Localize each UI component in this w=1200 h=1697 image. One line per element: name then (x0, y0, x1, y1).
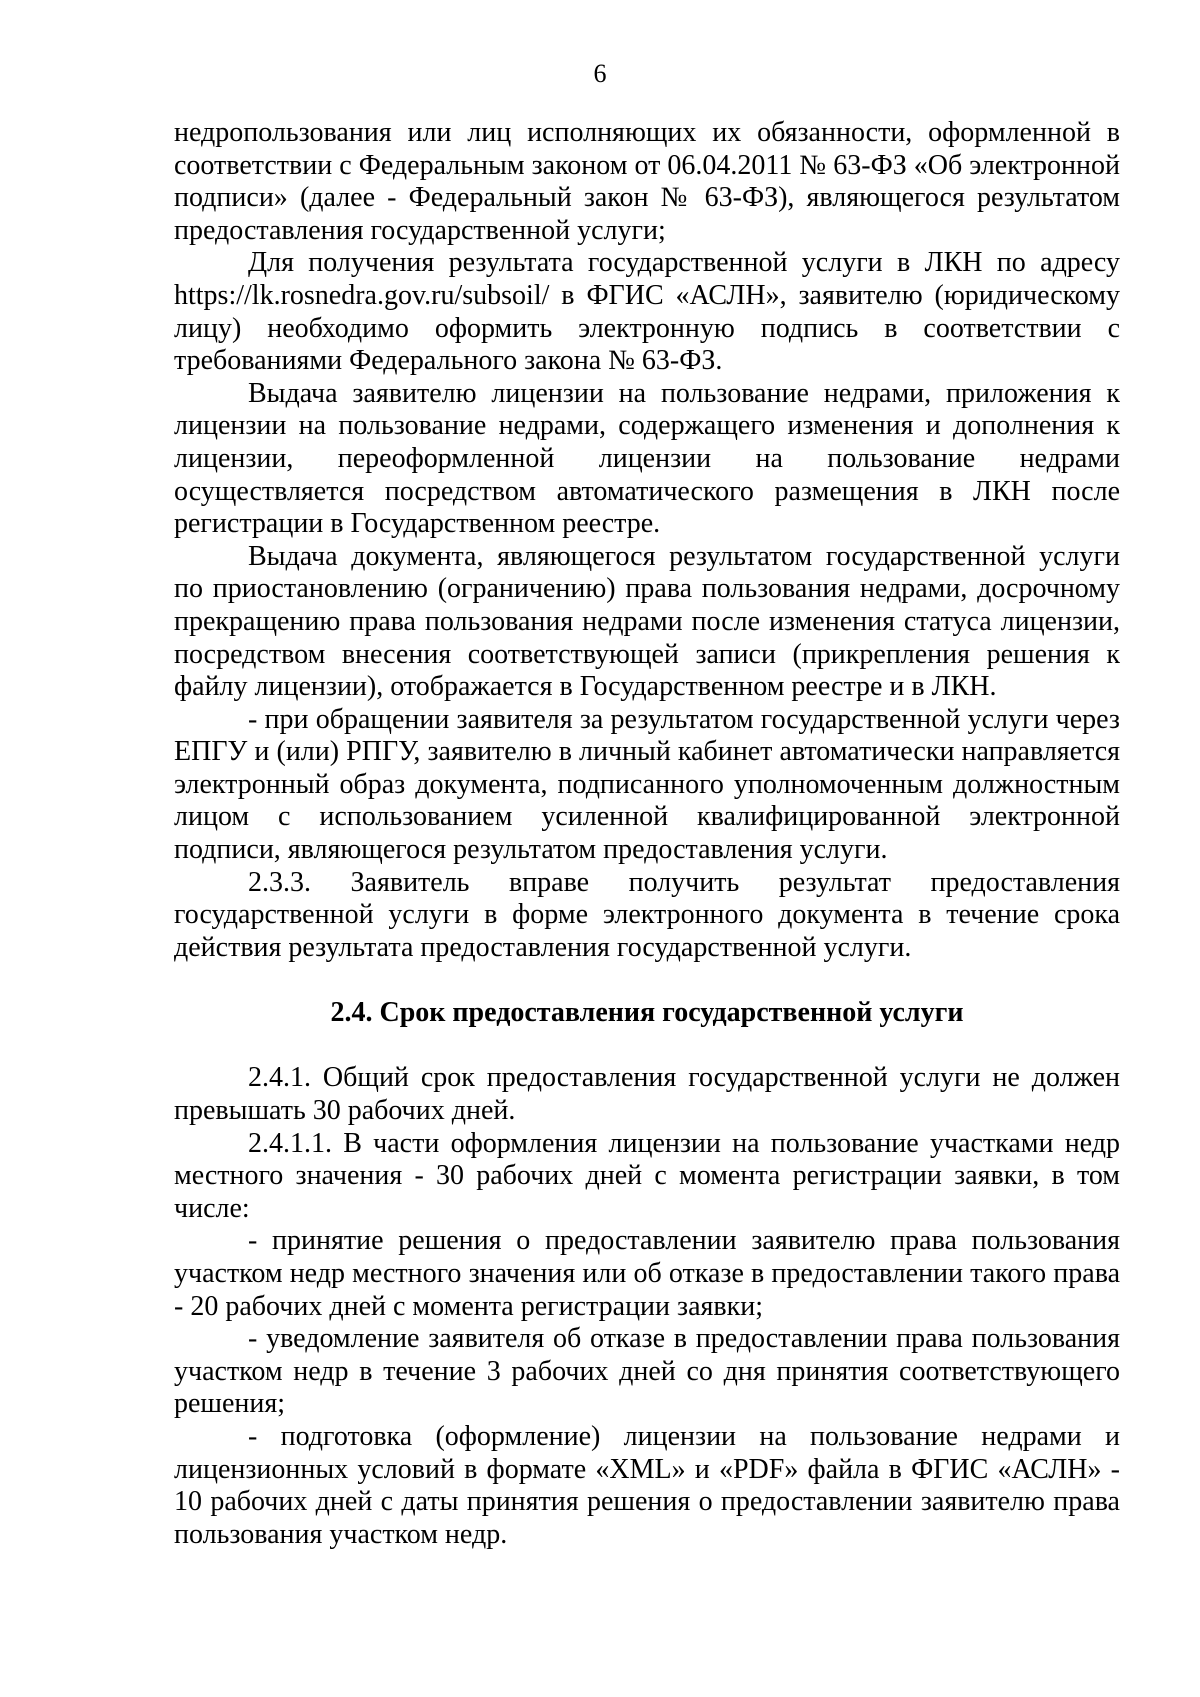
paragraph-document-issuance: Выдача документа, являющегося результатом государственной услуги по приостановлению (ограничению) права пользования недрами, досрочному прекращению права пользования недрами после изменения статуса лицензии, посредством внесения соответствующей записи (прикрепления решения к файлу лицензии), отображается в Государственном реестре и в ЛКН. (174, 540, 1120, 703)
list-item-notification: - уведомление заявителя об отказе в предоставлении права пользования участком недр в течение 3 рабочих дней со дня принятия соответствующего решения; (174, 1323, 1120, 1420)
page-number: 6 (593, 59, 607, 88)
paragraph-continuation: недропользования или лиц исполняющих их обязанности, оформленной в соответствии с Федеральным законом от 06.04.2011 № 63-ФЗ «Об электронной подписи» (далее - Федеральный закон № 63-ФЗ), являющегося результатом предоставления государственной услуги; (174, 117, 1120, 246)
paragraph-2-4-1-1: 2.4.1.1. В части оформления лицензии на пользование участками недр местного значения - 30 рабочих дней с момента регистрации заявки, в том числе: (174, 1127, 1120, 1224)
list-item-decision: - принятие решения о предоставлении заявителю права пользования участком недр местного значения или об отказе в предоставлении такого права - 20 рабочих дней с момента регистрации заявки; (174, 1225, 1120, 1322)
section-heading-2-4: 2.4. Срок предоставления государственной услуги (330, 997, 964, 1029)
paragraph-epgu-rpgu: - при обращении заявителя за результатом государственной услуги через ЕПГУ и (или) РПГУ, заявителю в личный кабинет автоматически направляется электронный образ документа, подписанного уполномоченным должностным лицом с использованием усиленной квалифицированной электронной подписи, являющегося результатом предоставления услуги. (174, 703, 1120, 866)
paragraph-2-4-1: 2.4.1. Общий срок предоставления государственной услуги не должен превышать 30 рабочих дней. (174, 1062, 1120, 1127)
list-item-license-preparation: - подготовка (оформление) лицензии на пользование недрами и лицензионных условий в формате «XML» и «PDF» файла в ФГИС «АСЛН» - 10 рабочих дней с даты принятия решения о предоставлении заявителю права пользования участком недр. (174, 1420, 1120, 1550)
paragraph-lkn-address: Для получения результата государственной услуги в ЛКН по адресу https://lk.rosnedra.gov.ru/subsoil/ в ФГИС «АСЛН», заявителю (юридическому лицу) необходимо оформить электронную подпись в соответствии с требованиями Федерального закона № 63-ФЗ. (174, 247, 1120, 377)
paragraph-license-issuance: Выдача заявителю лицензии на пользование недрами, приложения к лицензии на пользование недрами, содержащего изменения и дополнения к лицензии, переоформленной лицензии на пользование недрами осуществляется посредством автоматического размещения в ЛКН после регистрации в Государственном реестре. (174, 377, 1120, 540)
document-body (174, 117, 1120, 1551)
paragraph-2-3-3: 2.3.3. Заявитель вправе получить результат предоставления государственной услуги в форме электронного документа в течение срока действия результата предоставления государственной услуги. (174, 866, 1120, 963)
